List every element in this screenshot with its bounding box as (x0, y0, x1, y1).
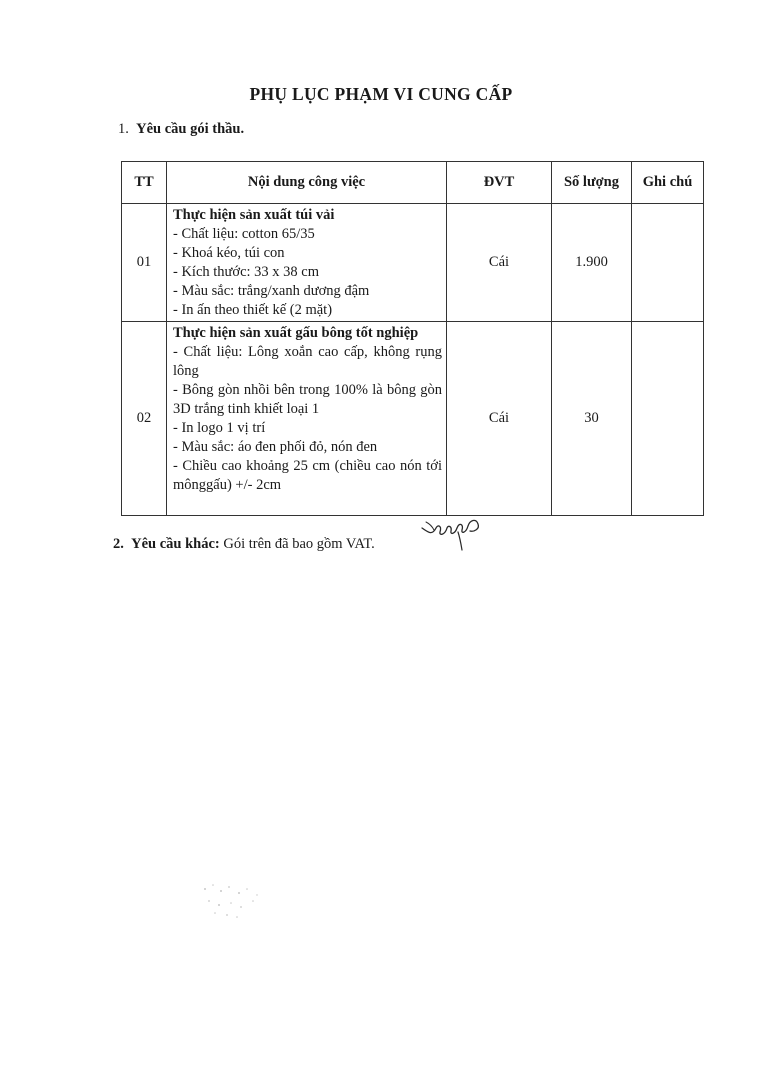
table-row (122, 204, 704, 322)
row-2-quantity: 30 (552, 322, 632, 516)
section-1-number: 1. (118, 121, 129, 137)
header-content: Nội dung công việc (167, 162, 447, 204)
row-1-line-3: - Kích thước: 33 x 38 cm (173, 264, 319, 280)
signature-initials (418, 516, 488, 556)
header-note: Ghi chú (632, 162, 704, 204)
row-1-line-2: - Khoá kéo, túi con (173, 245, 285, 261)
row-1-line-5: - In ấn theo thiết kế (2 mặt) (173, 302, 333, 318)
row-1-line-1: - Chất liệu: cotton 65/35 (173, 226, 315, 242)
row-1-line-4: - Màu sắc: trắng/xanh dương đậm (173, 283, 370, 299)
section-1-text: Yêu cầu gói thầu. (136, 121, 245, 137)
row-1-title: Thực hiện sản xuất túi vải (173, 207, 335, 223)
row-2-note (632, 322, 704, 516)
section-2-text: Gói trên đã bao gồm VAT. (219, 536, 375, 552)
row-2-line-3: - In logo 1 vị trí (173, 420, 266, 436)
section-2-number: 2. (113, 536, 124, 552)
row-2-content (167, 322, 447, 516)
row-2-line-5: - Chiều cao khoảng 25 cm (chiều cao nón tới mônggấu) +/- 2cm (173, 458, 442, 493)
section-2 (113, 536, 375, 553)
row-2-line-1: - Chất liệu: Lông xoắn cao cấp, không rụng lông (173, 344, 442, 379)
row-1-content (167, 204, 447, 322)
section-2-label: Yêu cầu khác: (131, 536, 220, 552)
table-row (122, 322, 704, 516)
row-1-tt: 01 (122, 204, 167, 322)
scope-table (121, 161, 704, 516)
header-tt: TT (122, 162, 167, 204)
page-title: PHỤ LỤC PHẠM VI CUNG CẤP (249, 84, 513, 104)
row-1-note (632, 204, 704, 322)
row-2-unit: Cái (447, 322, 552, 516)
header-unit: ĐVT (447, 162, 552, 204)
header-quantity: Số lượng (552, 162, 632, 204)
row-2-line-4: - Màu sắc: áo đen phối đỏ, nón đen (173, 439, 378, 455)
row-2-tt: 02 (122, 322, 167, 516)
section-1-heading (118, 121, 244, 138)
row-1-unit: Cái (447, 204, 552, 322)
row-2-line-2: - Bông gòn nhồi bên trong 100% là bông gòn 3D trắng tinh khiết loại 1 (173, 382, 442, 417)
scan-smudge (195, 875, 275, 925)
table-header-row (122, 162, 704, 204)
row-1-quantity: 1.900 (552, 204, 632, 322)
row-2-title: Thực hiện sản xuất gấu bông tốt nghiệp (173, 325, 419, 341)
